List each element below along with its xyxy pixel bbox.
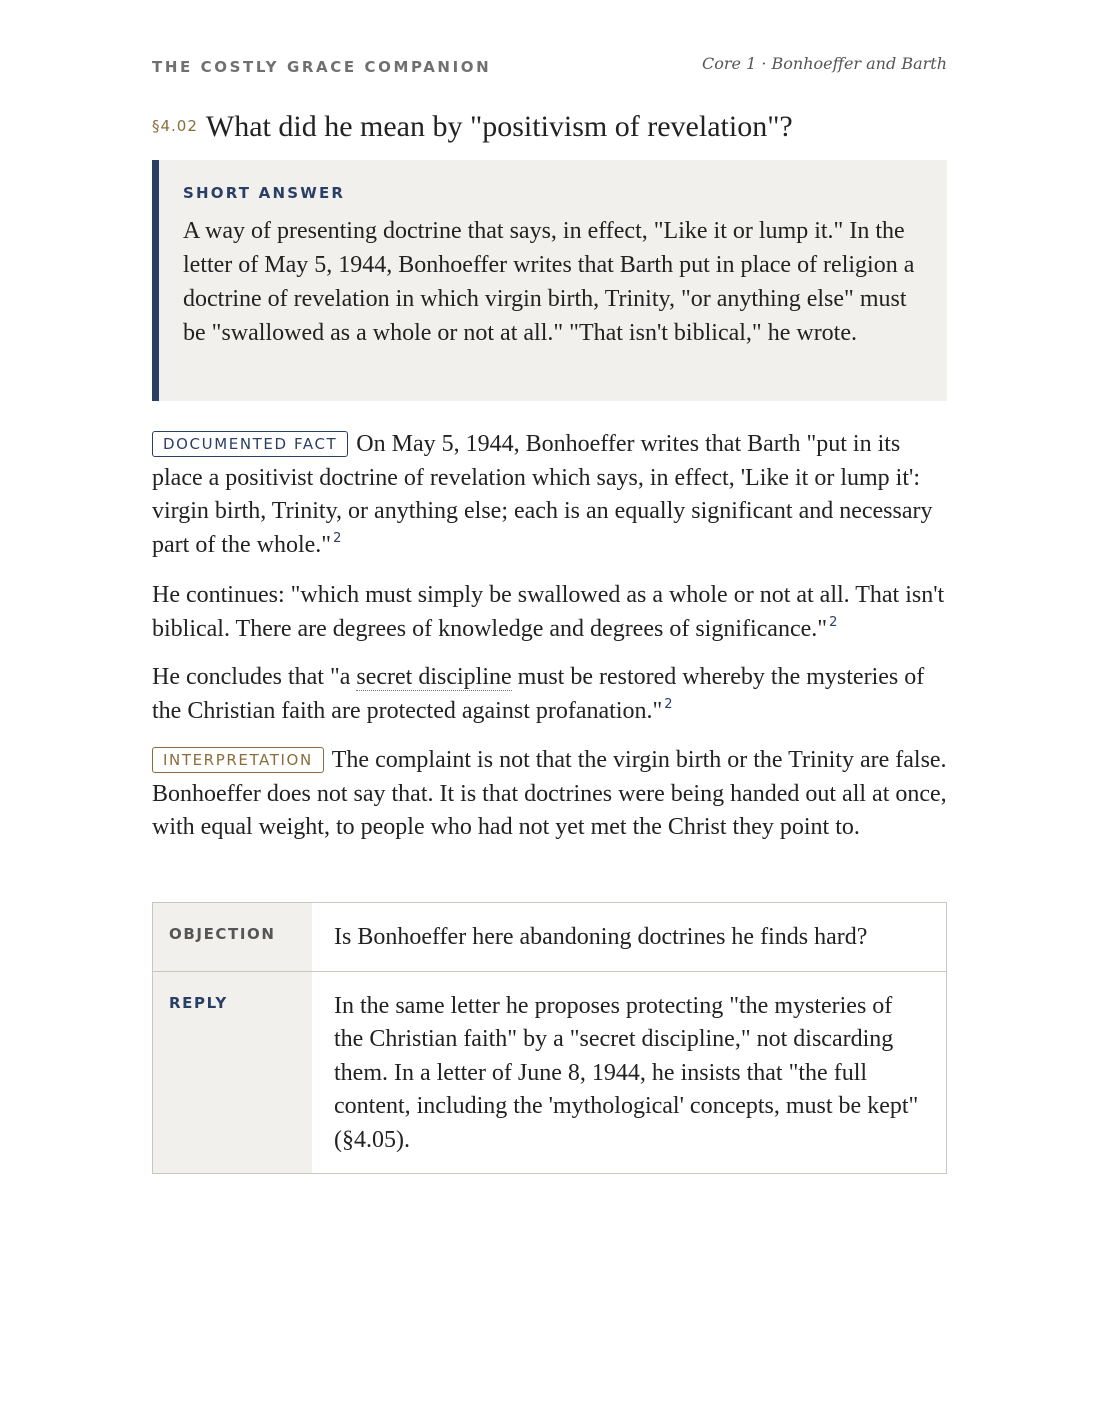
objection-reply-table: [152, 902, 947, 1174]
reply-row: [153, 971, 946, 1174]
documented-fact-text: On May 5, 1944, Bonhoeffer writes that Barth "put in its place a positivist doctrine of revelation which says, in effect, 'Like it or lump it': virgin birth, Trinity, or anything else; each is an equally significant and necessary part of the whole.": [152, 431, 933, 558]
continues-paragraph: [152, 579, 947, 646]
glossary-term-secret-discipline[interactable]: secret discipline: [356, 664, 512, 690]
documented-fact-tag: DOCUMENTED FACT: [152, 431, 348, 457]
footnote-ref[interactable]: 2: [829, 614, 838, 630]
book-title: THE COSTLY GRACE COMPANION: [152, 58, 492, 76]
concludes-paragraph: [152, 661, 947, 728]
short-answer-box: [152, 160, 947, 401]
reply-text: In the same letter he proposes protecting "the mysteries of the Christian faith" by a "secret discipline," not discarding them. In a letter of June 8, 1944, he insists that "the full content, including the 'mythological' concepts, must be kept" (§4.05).: [334, 992, 919, 1153]
concludes-text-after: must be restored whereby the mysteries of the Christian faith are protected against profanation.": [152, 664, 925, 724]
section-title: What did he mean by "positivism of revelation"?: [205, 110, 793, 143]
concludes-text-before: He concludes that "a: [152, 664, 357, 690]
documented-fact-paragraph: [152, 428, 947, 562]
chapter-title: Core 1 · Bonhoeffer and Barth: [701, 54, 947, 73]
short-answer-label: SHORT ANSWER: [183, 184, 346, 202]
interpretation-text: The complaint is not that the virgin birth or the Trinity are false. Bonhoeffer does not say that. It is that doctrines were being handed out all at once, with equal weight, to people who had not yet met the Christ they point to.: [152, 747, 947, 840]
objection-label: OBJECTION: [153, 903, 312, 971]
short-answer-text: A way of presenting doctrine that says, in effect, "Like it or lump it." In the letter of May 5, 1944, Bonhoeffer writes that Barth put in place of religion a doctrine of revelation in which virgin birth, Trinity, "or anything else" must be "swallowed as a whole or not at all." "That isn't biblical," he wrote.: [183, 218, 915, 346]
running-header: [152, 54, 947, 84]
footnote-ref[interactable]: 2: [664, 696, 673, 712]
interpretation-tag: INTERPRETATION: [152, 747, 324, 773]
footnote-ref[interactable]: 2: [333, 530, 342, 546]
section-heading: [152, 110, 947, 144]
reply-label: REPLY: [153, 972, 312, 1174]
objection-row: [153, 903, 946, 971]
continues-text: He continues: "which must simply be swallowed as a whole or not at all. That isn't biblical. There are degrees of knowledge and degrees of significance.": [152, 582, 945, 642]
section-number: §4.02: [152, 117, 198, 135]
objection-text: Is Bonhoeffer here abandoning doctrines he finds hard?: [334, 924, 868, 950]
interpretation-paragraph: [152, 744, 947, 845]
